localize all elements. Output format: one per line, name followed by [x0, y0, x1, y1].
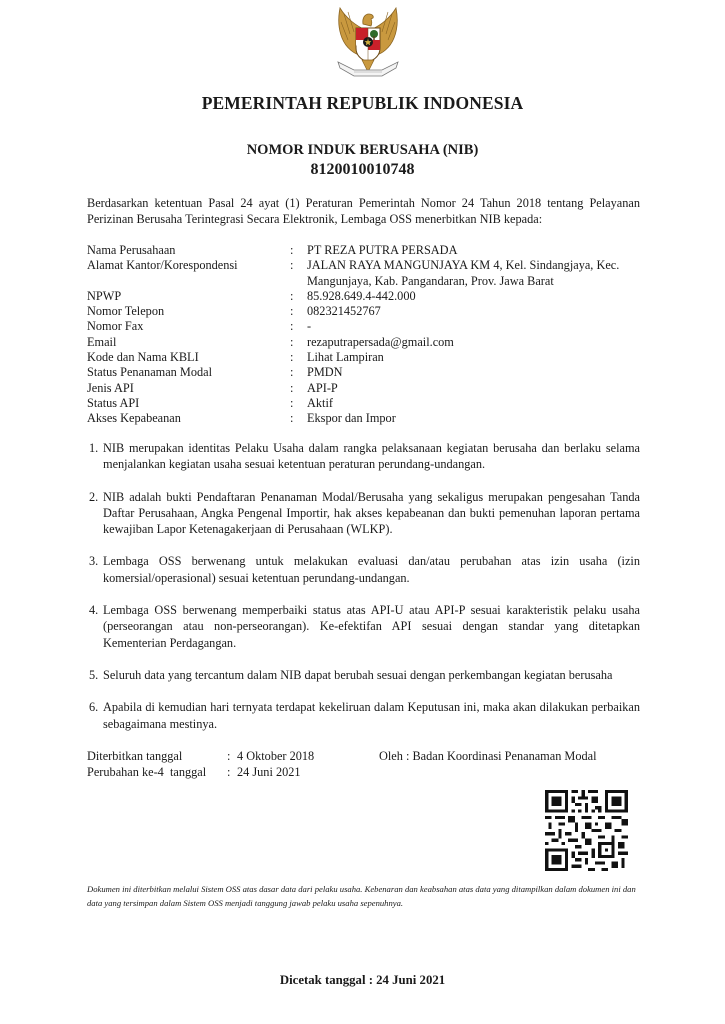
note-text: Apabila di kemudian hari ternyata terdapat kekeliruan dalam Keputusan ini, maka akan dilakukan perbaikan sebagaimana mestinya.	[103, 700, 640, 731]
note-item	[89, 602, 640, 651]
field-value: -	[307, 319, 312, 334]
note-item	[89, 489, 640, 538]
field-label: NPWP	[87, 288, 122, 303]
field-value: API-P	[307, 380, 338, 395]
field-value: rezaputrapersada@gmail.com	[307, 334, 454, 349]
field-colon: :	[290, 304, 294, 319]
note-number: 3.	[89, 554, 99, 569]
field-colon: :	[290, 365, 294, 380]
field-value: PMDN	[307, 365, 343, 380]
garuda-emblem-icon	[330, 4, 406, 82]
note-text: NIB adalah bukti Pendaftaran Penanaman Modal/Berusaha yang sekaligus merupakan pengesahan Tanda Daftar Perusahaan, Angka Pengenal Importir, hak akses kepabeanan dan bukti pemenuhan laporan pertama kewajiban Lapor Ketenagakerjaan di Perusahaan (WLKP).	[103, 489, 640, 537]
field-value: JALAN RAYA MANGUNJAYA KM 4, Kel. Sindangjaya, Kec. Mangunjaya, Kab. Pangandaran, Prov. Jawa Barat	[307, 258, 620, 288]
field-label: Akses Kepabeanan	[87, 411, 181, 426]
note-number: 6.	[89, 700, 99, 715]
field-colon: :	[290, 350, 294, 365]
field-value: Aktif	[307, 395, 333, 410]
note-number: 1.	[89, 441, 99, 455]
field-value: PT REZA PUTRA PERSADA	[307, 243, 458, 257]
revision-date-row	[87, 764, 377, 780]
printed-date: Dicetak tanggal : 24 Juni 2021	[279, 973, 446, 987]
note-item	[89, 667, 640, 683]
field-row-company-name	[87, 243, 647, 258]
company-fields	[87, 243, 647, 427]
field-row-investment-status	[87, 365, 647, 380]
field-row-kbli	[87, 350, 647, 365]
note-number: 2.	[89, 489, 99, 504]
field-row-npwp	[87, 289, 647, 304]
field-row-api-status	[87, 396, 647, 411]
issued-date-row	[87, 748, 377, 764]
field-row-phone	[87, 304, 647, 319]
field-value: Ekspor dan Impor	[307, 411, 396, 426]
field-value: 082321452767	[307, 304, 381, 319]
field-row-address	[87, 258, 647, 289]
note-item	[89, 699, 640, 732]
government-title: PEMERINTAH REPUBLIK INDONESIA	[201, 93, 524, 113]
issued-label: Diterbitkan tanggal	[87, 749, 183, 763]
note-number: 5.	[89, 667, 99, 682]
field-colon: :	[290, 258, 294, 273]
revision-colon: :	[227, 765, 231, 779]
note-text: NIB merupakan identitas Pelaku Usaha dalam rangka pelaksanaan kegiatan berusaha dan berlaku selama menjalankan kegiatan usaha sesuai ketentuan peraturan perundang-undangan.	[103, 441, 640, 472]
issued-value: 4 Oktober 2018	[237, 749, 315, 763]
disclaimer: Dokumen ini diterbitkan melalui Sistem OSS atas dasar data dari pelaku usaha. Kebenaran dan keabsahan atas data yang ditampilkan dalam dokumen ini dan data yang tersimpan dalam Sistem OSS menjadi tanggung jawab pelaku usaha sepenuhnya.	[87, 884, 636, 908]
field-value: Lihat Lampiran	[307, 350, 384, 365]
field-label: Email	[87, 334, 117, 349]
note-text: Lembaga OSS berwenang memperbaiki status atas API-U atau API-P sesuai karakteristik pelaku usaha (perseorangan atau non-perseorangan). Ke-efektifan API sesuai dengan standar yang ditetapkan Kementerian Perdagangan.	[103, 603, 640, 650]
field-colon: :	[290, 334, 294, 349]
field-colon: :	[290, 411, 294, 426]
revision-value: 24 Juni 2021	[237, 765, 301, 779]
issuer: Oleh : Badan Koordinasi Penanaman Modal	[379, 749, 597, 763]
revision-label: Perubahan ke-4 tanggal	[87, 765, 207, 779]
field-row-api-type	[87, 381, 647, 396]
field-label: Status API	[87, 395, 140, 410]
intro-paragraph: Berdasarkan ketentuan Pasal 24 ayat (1) Peraturan Pemerintah Nomor 24 Tahun 2018 tentang Pelayanan Perizinan Berusaha Terintegrasi Secara Elektronik, Lembaga OSS menerbitkan NIB kepada:	[87, 196, 640, 226]
note-item	[89, 553, 640, 586]
field-label: Kode dan Nama KBLI	[87, 350, 199, 365]
field-colon: :	[290, 243, 294, 257]
field-label: Status Penanaman Modal	[87, 365, 212, 380]
field-value: 85.928.649.4-442.000	[307, 288, 416, 303]
issued-colon: :	[227, 749, 231, 763]
note-item	[89, 440, 640, 473]
note-text: Lembaga OSS berwenang untuk melakukan evaluasi dan/atau perubahan atas izin usaha (izin komersial/operasional) sesuai ketentuan perundang-undangan.	[103, 554, 640, 585]
field-label: Alamat Kantor/Korespondensi	[87, 258, 238, 273]
field-row-email	[87, 335, 647, 350]
field-label: Nomor Fax	[87, 319, 144, 334]
qr-code-icon	[545, 790, 628, 871]
field-colon: :	[290, 288, 294, 303]
field-row-customs-access	[87, 411, 647, 426]
field-label: Nomor Telepon	[87, 304, 165, 319]
field-colon: :	[290, 319, 294, 334]
field-colon: :	[290, 395, 294, 410]
field-colon: :	[290, 380, 294, 395]
field-label: Nama Perusahaan	[87, 243, 176, 257]
field-label: Jenis API	[87, 380, 134, 395]
issued-info	[87, 748, 377, 780]
document-title: NOMOR INDUK BERUSAHA (NIB)	[246, 142, 479, 158]
field-row-fax	[87, 319, 647, 334]
nib-number: 8120010010748	[310, 161, 415, 178]
notes-list	[89, 440, 640, 748]
note-text: Seluruh data yang tercantum dalam NIB dapat berubah sesuai dengan perkembangan kegiatan berusaha	[103, 667, 613, 682]
note-number: 4.	[89, 603, 99, 618]
